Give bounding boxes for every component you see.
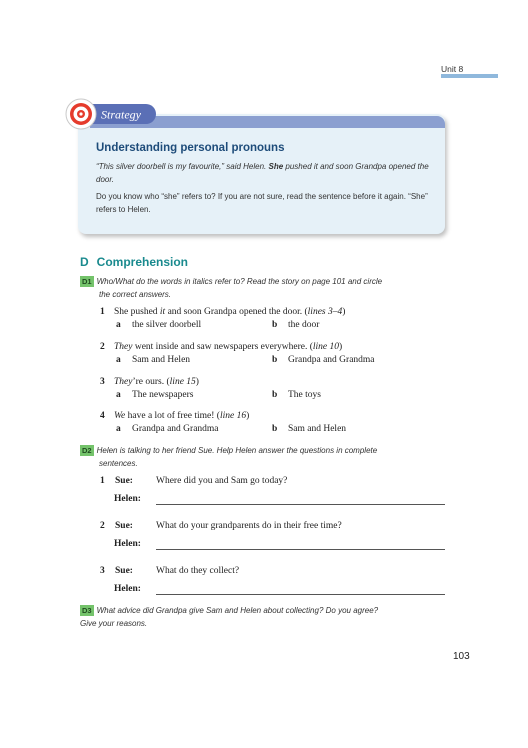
d2-item-2-answer-line[interactable] <box>156 549 445 550</box>
d2-item-3-helen-label: Helen: <box>114 584 141 594</box>
d2-item-1-answer-line[interactable] <box>156 504 445 505</box>
d2-item-3-number: 3 <box>100 566 105 576</box>
d1-item-4-sentence: 4 We have a lot of free time! (line 16) <box>100 411 250 421</box>
d2-item-3-question: What do they collect? <box>156 566 240 576</box>
section-title: D Comprehension <box>80 255 189 269</box>
d2-instruction: D2 Helen is talking to her friend Sue. Help Helen answer the questions in complete sentences. <box>82 446 378 468</box>
d1-item-4-option-a[interactable]: a Grandpa and Grandma <box>116 424 219 434</box>
d2-badge: D2 <box>82 446 92 455</box>
d1-item-3-option-b[interactable]: b The toys <box>272 390 321 400</box>
d2-item-2-number: 2 <box>100 521 105 531</box>
page-number: 103 <box>453 651 470 662</box>
unit-accent-bar <box>441 74 498 78</box>
d1-item-3-sentence: 3 They’re ours. (line 15) <box>100 377 199 387</box>
strategy-explanation: Do you know who “she” refers to? If you are not sure, read the sentence before it again. “She” refers to Helen. <box>96 192 428 214</box>
unit-label: Unit 8 <box>441 64 464 74</box>
d1-item-4-option-b[interactable]: b Sam and Helen <box>272 424 347 434</box>
d2-item-2-question: What do your grandparents do in their free time? <box>156 521 342 531</box>
d3-instruction: D3 What advice did Grandpa give Sam and Helen about collecting? Do you agree? Give your reasons. <box>80 606 379 628</box>
d1-item-2-sentence: 2 They went inside and saw newspapers everywhere. (line 10) <box>100 342 343 352</box>
strategy-title: Understanding personal pronouns <box>96 142 285 154</box>
svg-text:Strategy: Strategy <box>101 107 141 122</box>
d2-item-1-sue-label: Sue: <box>115 476 133 486</box>
d1-item-2-option-a[interactable]: a Sam and Helen <box>116 355 191 365</box>
d2-item-2-helen-label: Helen: <box>114 539 141 549</box>
d3-badge: D3 <box>82 606 92 615</box>
d2-item-1-number: 1 <box>100 476 105 486</box>
d2-item-1-question: Where did you and Sam go today? <box>156 476 288 486</box>
strategy-logo-icon <box>64 97 160 131</box>
d1-item-1-option-a[interactable]: a the silver doorbell <box>116 320 202 330</box>
d1-instruction: D1 Who/What do the words in italics refer to? Read the story on page 101 and circle the correct answers. <box>82 277 383 299</box>
d1-item-2-option-b[interactable]: b Grandpa and Grandma <box>272 355 375 365</box>
d1-item-1-option-b[interactable]: b the door <box>272 320 320 330</box>
d2-item-3-sue-label: Sue: <box>115 566 133 576</box>
d2-item-3-answer-line[interactable] <box>156 594 445 595</box>
d1-badge: D1 <box>82 277 92 286</box>
d2-item-2-sue-label: Sue: <box>115 521 133 531</box>
d2-item-1-helen-label: Helen: <box>114 494 141 504</box>
d1-item-1-sentence: 1 She pushed it and soon Grandpa opened the door. (lines 3–4) <box>100 307 346 317</box>
d1-item-3-option-a[interactable]: a The newspapers <box>116 390 194 400</box>
strategy-quote: “This silver doorbell is my favourite,” said Helen. She pushed it and soon Grandpa opened the door. <box>96 162 429 184</box>
